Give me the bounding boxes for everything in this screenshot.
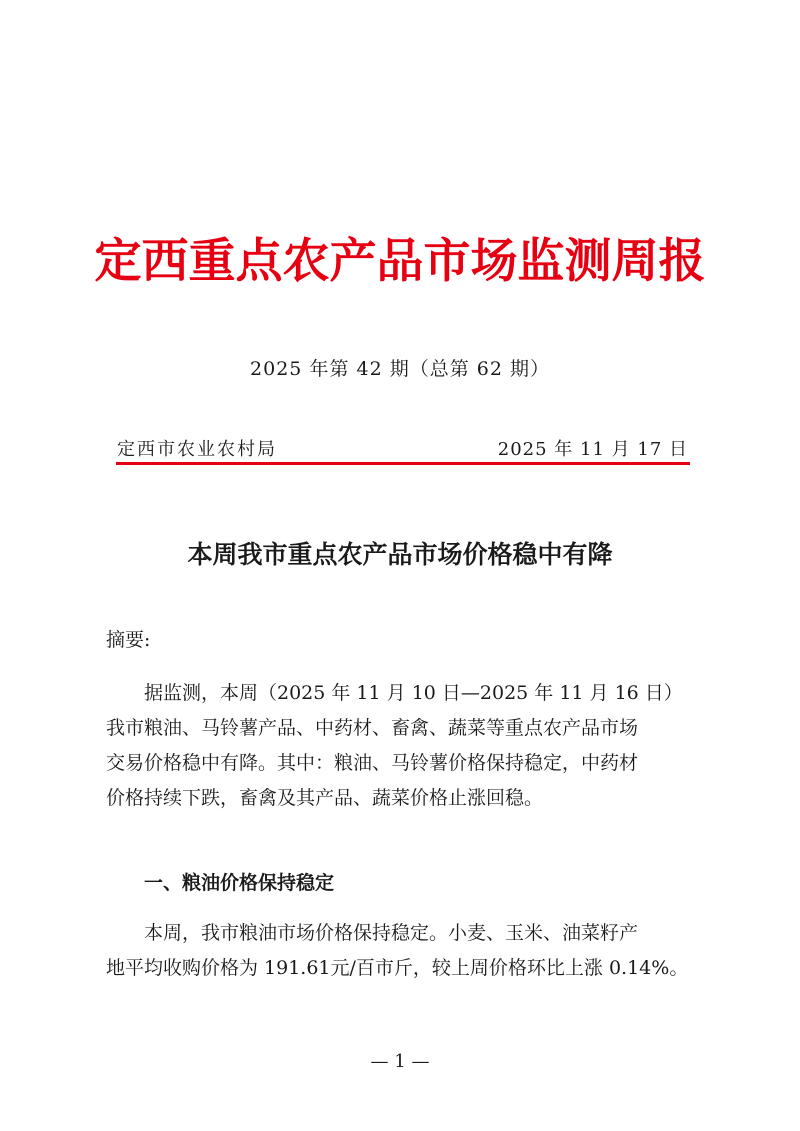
abstract-label: 摘要: [106,629,151,651]
masthead-title: 定西重点农产品市场监测周报 [94,234,706,289]
publisher-name: 定西市农业农村局 [117,439,277,460]
issue-number: 2025 年第 42 期（总第 62 期） [250,358,550,380]
article-title: 本周我市重点农产品市场价格稳中有降 [187,540,613,569]
header-divider [116,462,690,465]
section-line: 本周，我市粮油市场价格保持稳定。小麦、玉米、油菜籽产 [144,922,639,944]
summary-line: 我市粮油、马铃薯产品、中药材、畜禽、蔬菜等重点农产品市场 [106,717,639,739]
publication-date: 2025 年 11 月 17 日 [497,439,688,460]
section-paragraph [106,916,700,986]
summary-paragraph [106,676,700,816]
page-number: — 1 — [370,1051,430,1072]
summary-line: 交易价格稳中有降。其中：粮油、马铃薯价格保持稳定，中药材 [106,752,639,774]
section-line: 地平均收购价格为 191.61元/百市斤，较上周价格环比上涨 0.14%。 [106,957,689,979]
section-heading: 一、粮油价格保持稳定 [144,872,335,894]
summary-line: 价格持续下跌，畜禽及其产品、蔬菜价格止涨回稳。 [106,787,544,809]
publication-header [117,436,688,464]
summary-line: 据监测，本周（2025 年 11 月 10 日—2025 年 11 月 16 日） [144,682,683,704]
